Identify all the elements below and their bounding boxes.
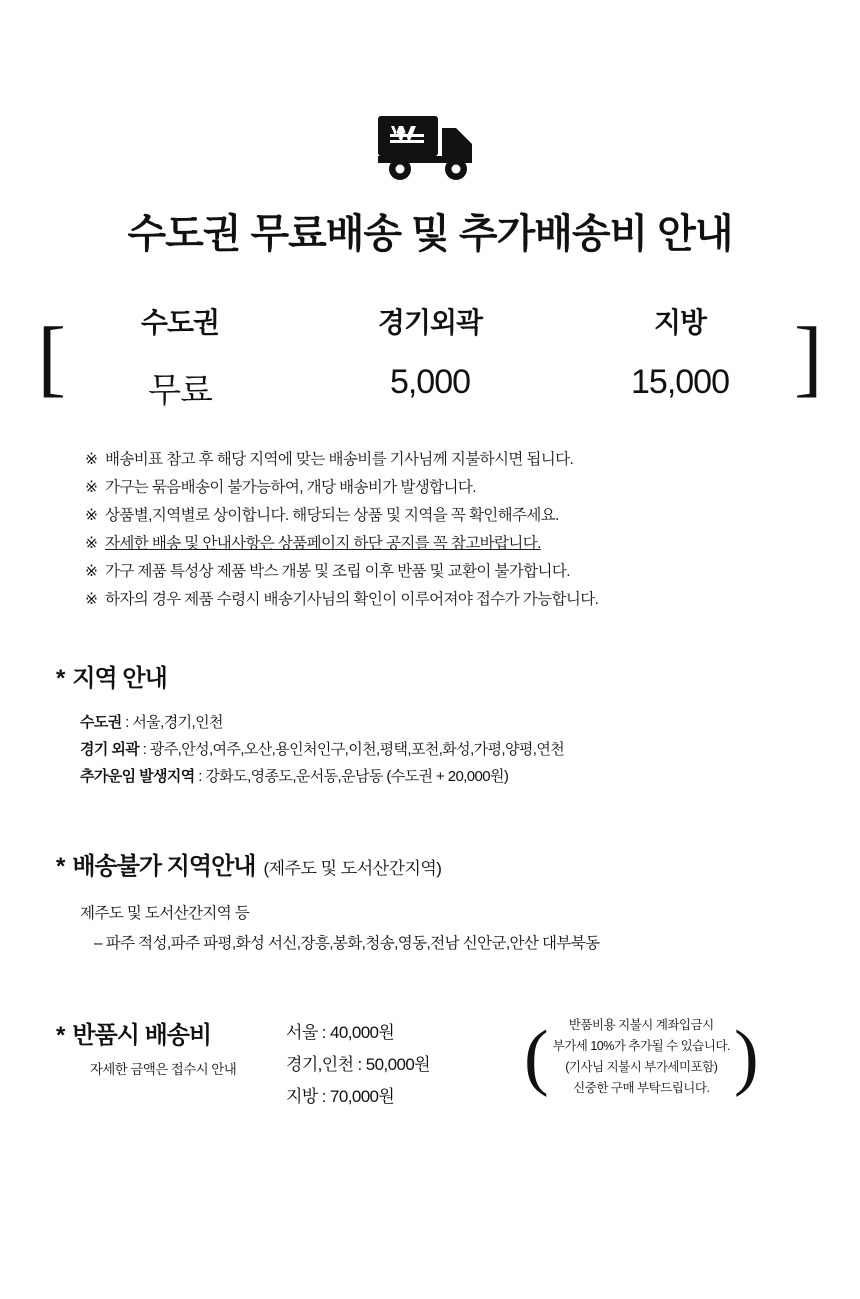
return-shipping-section — [50, 1015, 810, 1113]
paren-right: ) — [733, 1016, 759, 1098]
fee-region-label: 수도권 — [140, 307, 220, 338]
notice-text: 가구는 묶음배송이 불가능하여, 개당 배송비가 발생합니다. — [105, 479, 476, 496]
region-value: : 서울,경기,인천 — [121, 714, 223, 731]
return-callout-line: (기사님 지불시 부가세미포함) — [565, 1060, 718, 1074]
return-price-item: 경기,인천 : 50,000원 — [286, 1055, 430, 1074]
region-value: : 광주,안성,여주,오산,용인처인구,이천,평택,포천,화성,가평,양평,연천 — [139, 741, 565, 758]
paren-left: ( — [524, 1016, 549, 1098]
notice-bullet-icon: ※ — [85, 535, 98, 552]
fee-table — [0, 301, 860, 412]
no-delivery-body — [50, 899, 810, 959]
notice-item — [85, 446, 775, 474]
asterisk-icon: * — [56, 853, 65, 880]
region-guide-body — [50, 709, 810, 790]
return-price-item: 서울 : 40,000원 — [286, 1023, 395, 1042]
return-callout — [524, 1015, 759, 1099]
notice-bullet-icon: ※ — [85, 563, 98, 580]
notice-text: 배송비표 참고 후 해당 지역에 맞는 배송비를 기사님께 지불하시면 됩니다. — [105, 451, 574, 468]
no-delivery-line-1: 제주도 및 도서산간지역 등 — [80, 905, 250, 922]
fee-price-value: 무료 — [148, 372, 212, 410]
notice-text: 상품별,지역별로 상이합니다. 해당되는 상품 및 지역을 꼭 확인해주세요. — [105, 507, 559, 524]
notice-bullet-icon: ※ — [85, 591, 98, 608]
fee-region-label: 경기외곽 — [377, 307, 483, 338]
bracket-left: [ — [37, 308, 66, 405]
notice-item — [85, 502, 775, 530]
region-key: 수도권 — [80, 714, 122, 731]
notice-text: 하자의 경우 제품 수령시 배송기사님의 확인이 이루어져야 접수가 가능합니다. — [105, 591, 599, 608]
fee-price-value: 15,000 — [631, 363, 729, 401]
notice-text: 가구 제품 특성상 제품 박스 개봉 및 조립 이후 반품 및 교환이 불가합니다. — [105, 563, 571, 580]
notice-item — [85, 530, 775, 558]
return-shipping-heading — [56, 1015, 286, 1050]
notice-item — [85, 474, 775, 502]
return-shipping-left — [56, 1015, 286, 1078]
notice-list — [85, 446, 775, 614]
region-guide-title: 지역 안내 — [72, 665, 167, 692]
region-row — [80, 763, 810, 790]
fee-price-value: 5,000 — [389, 363, 471, 401]
fee-region-label: 지방 — [653, 307, 707, 338]
region-key: 경기 외곽 — [80, 741, 140, 758]
notice-bullet-icon: ※ — [85, 507, 98, 524]
asterisk-icon: * — [56, 665, 65, 692]
fee-column-capital — [90, 301, 270, 412]
region-guide-heading — [50, 658, 810, 693]
notice-bullet-icon: ※ — [85, 479, 98, 496]
return-shipping-note: 자세한 금액은 접수시 안내 — [89, 1062, 237, 1077]
notice-item — [85, 558, 775, 586]
return-price-list — [286, 1015, 506, 1113]
delivery-truck-icon-container — [0, 112, 860, 182]
no-delivery-section — [50, 846, 810, 959]
return-callout-line: 부가세 10%가 추가될 수 있습니다. — [552, 1039, 730, 1053]
return-price-item: 지방 : 70,000원 — [286, 1087, 395, 1106]
return-callout-text — [549, 1015, 734, 1099]
asterisk-icon: * — [56, 1022, 65, 1049]
return-callout-line: 신중한 구매 부탁드립니다. — [573, 1081, 710, 1095]
region-guide-section — [50, 658, 810, 790]
return-callout-line: 반품비용 지불시 계좌입금시 — [568, 1018, 714, 1032]
delivery-truck-icon — [376, 112, 484, 182]
notice-text-underlined: 자세한 배송 및 안내사항은 상품페이지 하단 공지를 꼭 참고바랍니다. — [105, 535, 541, 552]
no-delivery-subtitle: (제주도 및 도서산간지역) — [263, 859, 442, 878]
notice-bullet-icon: ※ — [85, 451, 98, 468]
fee-column-gyeonggi-outer — [340, 301, 520, 412]
fee-column-local — [590, 301, 770, 412]
bracket-right: ] — [794, 308, 823, 405]
no-delivery-title: 배송불가 지역안내 — [72, 853, 256, 880]
region-row — [80, 709, 810, 736]
no-delivery-heading — [50, 846, 810, 881]
region-row — [80, 736, 810, 763]
region-value: : 강화도,영종도,운서동,운남동 (수도권 + 20,000원) — [194, 768, 509, 785]
notice-item — [85, 586, 775, 614]
region-key: 추가운임 발생지역 — [80, 768, 195, 785]
return-shipping-title: 반품시 배송비 — [72, 1022, 212, 1049]
no-delivery-line-2: – 파주 적성,파주 파평,화성 서신,장흥,봉화,청송,영동,전남 신안군,안산 대부북동 — [94, 935, 600, 952]
page-title: 수도권 무료배송 및 추가배송비 안내 — [127, 212, 733, 256]
